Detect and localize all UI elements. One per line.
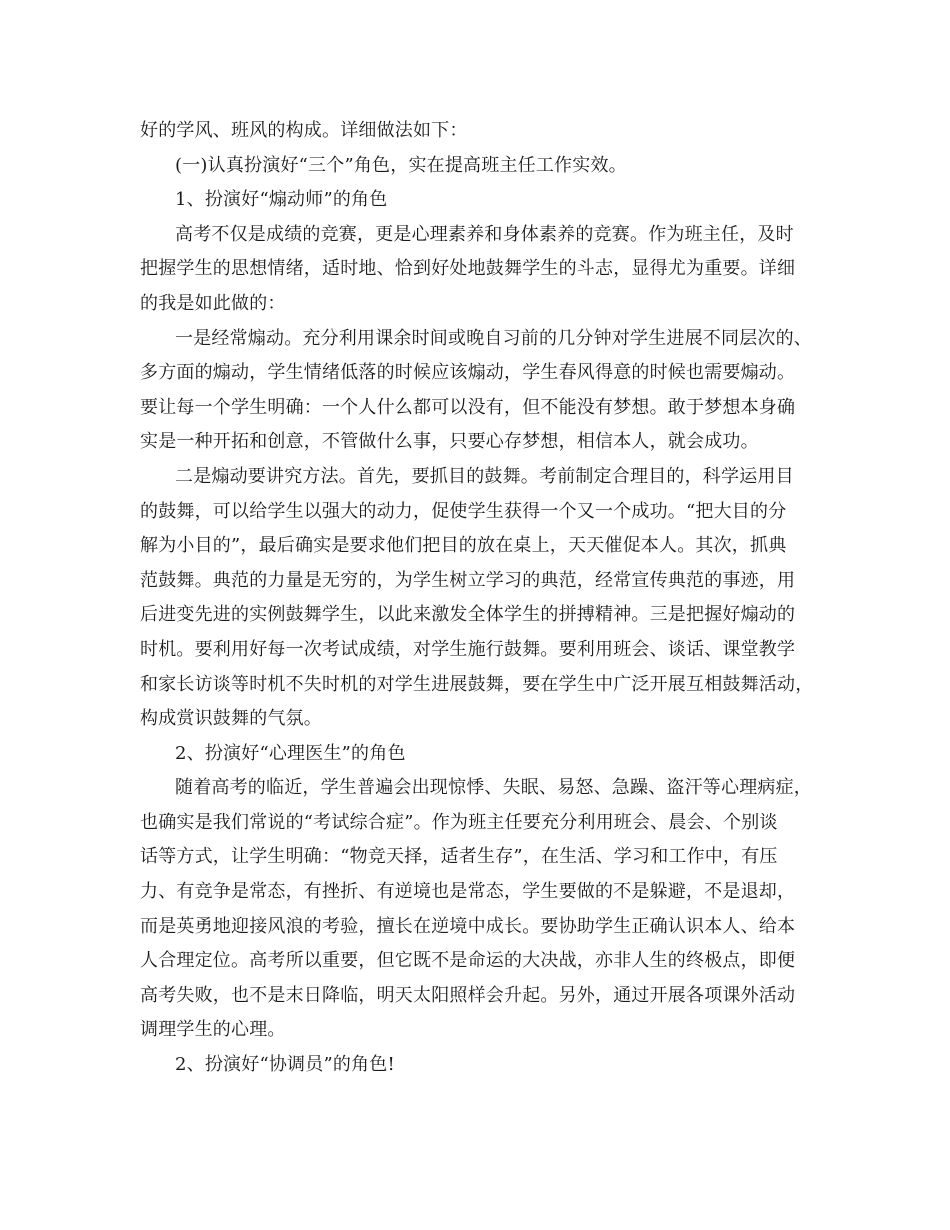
text-line: 解为小目的”，最后确实是要求他们把目的放在桌上，天天催促本人。其次，抓典 — [140, 535, 787, 557]
text-line: 而是英勇地迎接风浪的考验，擅长在逆境中成长。要协助学生正确认识本人、给本 — [140, 915, 796, 937]
text-line: 2、扮演好“心理医生”的角色 — [175, 742, 406, 764]
text-line: 高考不仅是成绩的竞赛，更是心理素养和身体素养的竞赛。作为班主任，及时 — [175, 223, 794, 245]
text-line: 范鼓舞。典范的力量是无穷的，为学生树立学习的典范，经常宣传典范的事迹，用 — [140, 569, 796, 591]
text-line: 的鼓舞，可以给学生以强大的动力，促使学生获得一个又一个成功。“把大目的分 — [140, 500, 787, 522]
text-line: 二是煽动要讲究方法。首先，要抓目的鼓舞。考前制定合理目的，科学运用目 — [175, 465, 794, 487]
text-line: 话等方式，让学生明确：“物竞天择，适者生存”，在生活、学习和工作中，有压 — [140, 846, 778, 868]
text-line: 要让每一个学生明确：一个人什么都可以没有，但不能没有梦想。敢于梦想本身确 — [140, 396, 796, 418]
text-line: 时机。要利用好每一次考试成绩，对学生施行鼓舞。要利用班会、谈话、课堂教学 — [140, 638, 796, 660]
text-line: 高考失败，也不是末日降临，明天太阳照样会升起。另外，通过开展各项课外活动 — [140, 984, 796, 1006]
text-line: 把握学生的思想情绪，适时地、恰到好处地鼓舞学生的斗志，显得尤为重要。详细 — [140, 258, 796, 280]
text-line: 多方面的煽动，学生情绪低落的时候应该煽动，学生春风得意的时候也需要煽动。 — [140, 362, 796, 384]
text-line: 和家长访谈等时机不失时机的对学生进展鼓舞，要在学生中广泛开展互相鼓舞活动， — [140, 673, 814, 695]
text-line: 后进变先进的实例鼓舞学生，以此来激发全体学生的拼搏精神。三是把握好煽动的 — [140, 604, 796, 626]
text-line: 力、有竞争是常态，有挫折、有逆境也是常态，学生要做的不是躲避，不是退却， — [140, 881, 796, 903]
text-line: 的我是如此做的： — [140, 292, 286, 314]
text-line: 2、扮演好“协调员”的角色! — [175, 1054, 395, 1076]
text-line: 也确实是我们常说的“考试综合症”。作为班主任要充分利用班会、晨会、个别谈 — [140, 811, 778, 833]
text-line: 实是一种开拓和创意，不管做什么事，只要心存梦想，相信本人，就会成功。 — [140, 431, 759, 453]
body-text — [140, 114, 840, 1083]
text-line: 构成赏识鼓舞的气氛。 — [140, 708, 322, 730]
text-line: 调理学生的心理。 — [140, 1019, 286, 1041]
text-line: 好的学风、班风的构成。详细做法如下： — [140, 120, 468, 141]
text-line: (一)认真扮演好“三个”角色，实在提高班主任工作实效。 — [175, 154, 627, 176]
text-line: 1、扮演好“煽动师”的角色 — [175, 189, 388, 211]
text-line: 人合理定位。高考所以重要，但它既不是命运的大决战，亦非人生的终极点，即便 — [140, 950, 796, 972]
text-line: 随着高考的临近，学生普遍会出现惊悸、失眠、易怒、急躁、盗汗等心理病症， — [175, 777, 812, 799]
text-line: 一是经常煽动。充分利用课余时间或晚自习前的几分钟对学生进展不同层次的、 — [175, 327, 812, 349]
